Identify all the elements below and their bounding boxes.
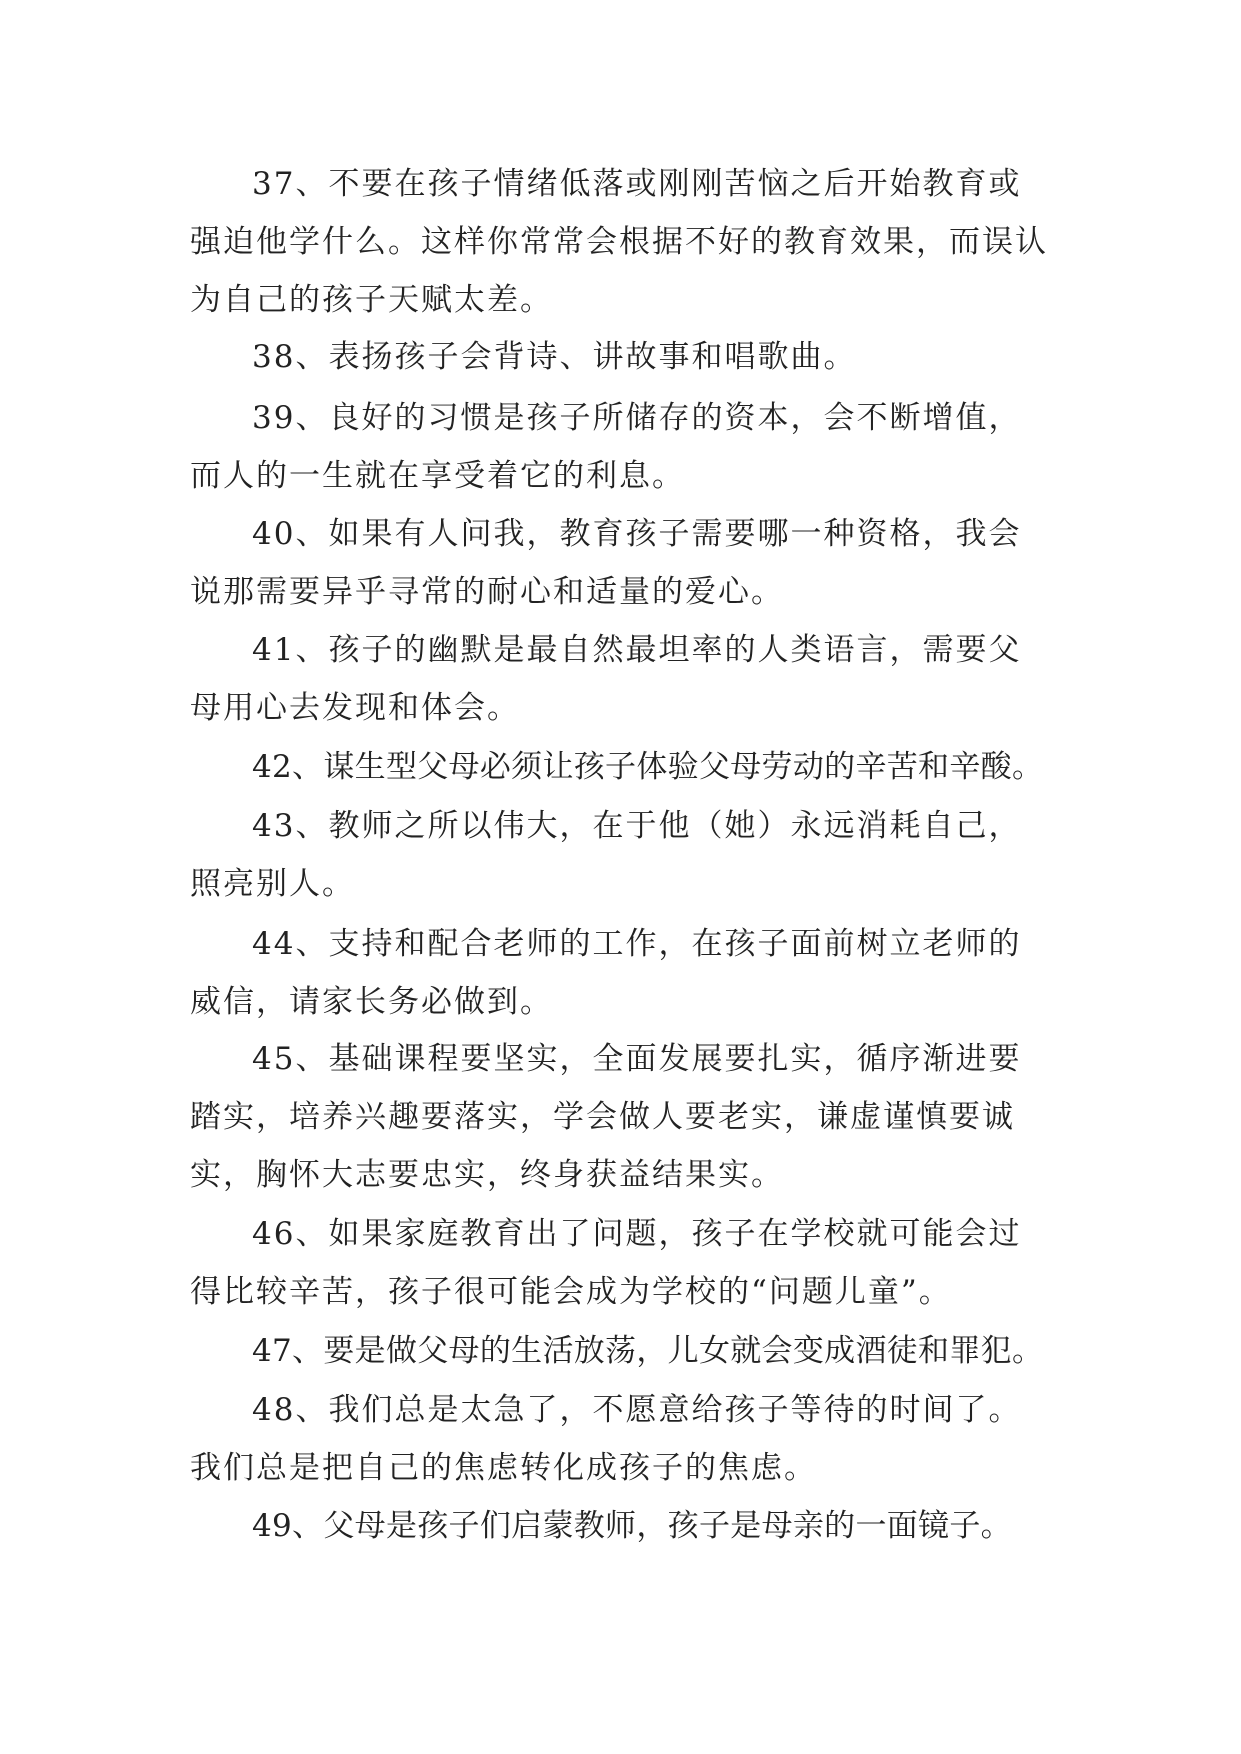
paragraph-39: 39、良好的习惯是孩子所储存的资本，会不断增值，而人的一生就在享受着它的利息。 (190, 400, 1022, 494)
paragraph-42: 42、谋生型父母必须让孩子体验父母劳动的辛苦和辛酸。 (252, 749, 1044, 785)
paragraph-38: 38、表扬孩子会背诗、讲故事和唱歌曲。 (252, 339, 857, 375)
paragraph-45: 45、基础课程要坚实，全面发展要扎实，循序渐进要踏实，培养兴趣要落实，学会做人要老实，谦虚谨慎要诚实，胸怀大志要忠实，终身获益结果实。 (190, 1041, 1022, 1193)
paragraph-48: 48、我们总是太急了，不愿意给孩子等待的时间了。我们总是把自己的焦虑转化成孩子的焦虑。 (190, 1392, 1022, 1486)
paragraph-43: 43、教师之所以伟大，在于他（她）永远消耗自己，照亮别人。 (190, 808, 1022, 902)
paragraph-46: 46、如果家庭教育出了问题，孩子在学校就可能会过得比较辛苦，孩子很可能会成为学校的“问题儿童”。 (190, 1216, 1022, 1310)
paragraph-44: 44、支持和配合老师的工作，在孩子面前树立老师的威信，请家长务必做到。 (190, 926, 1022, 1020)
paragraph-37: 37、不要在孩子情绪低落或刚刚苦恼之后开始教育或强迫他学什么。这样你常常会根据不好的教育效果，而误认为自己的孩子天赋太差。 (190, 166, 1048, 318)
paragraph-41: 41、孩子的幽默是最自然最坦率的人类语言，需要父母用心去发现和体会。 (190, 632, 1022, 726)
paragraph-49: 49、父母是孩子们启蒙教师，孩子是母亲的一面镜子。 (252, 1508, 1012, 1544)
paragraph-40: 40、如果有人问我，教育孩子需要哪一种资格，我会说那需要异乎寻常的耐心和适量的爱心。 (190, 516, 1022, 610)
paragraph-47: 47、要是做父母的生活放荡，儿女就会变成酒徒和罪犯。 (252, 1333, 1044, 1369)
